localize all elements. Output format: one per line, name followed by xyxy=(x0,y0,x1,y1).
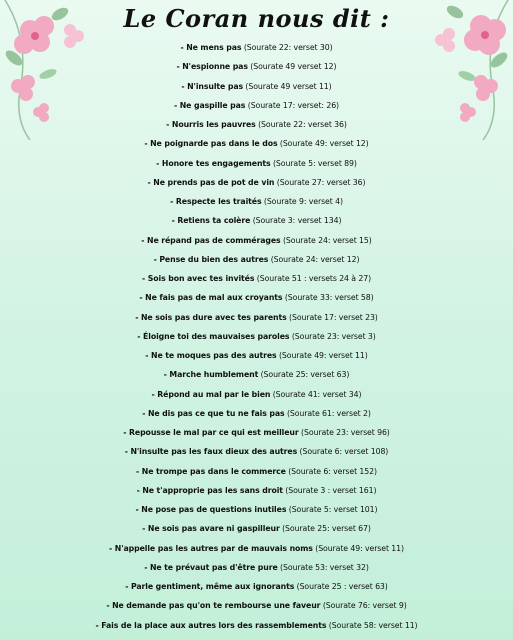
item-text: - Honore tes engagements xyxy=(156,158,271,168)
item-reference: (Sourate 17: verset: 26) xyxy=(247,100,339,110)
item-text: - Nourris les pauvres xyxy=(166,120,256,129)
item-reference: (Sourate 25: verset 63) xyxy=(260,370,350,380)
item-reference: (Sourate 41: verset 34) xyxy=(272,389,362,399)
item-reference: (Sourate 49 verset 12) xyxy=(250,62,337,72)
item-reference: (Sourate 58: verset 11) xyxy=(328,620,418,630)
list-item xyxy=(0,442,513,461)
item-text: - Pense du bien des autres xyxy=(153,254,269,264)
item-text: - Répond au mal par le bien xyxy=(151,389,271,399)
list-item xyxy=(0,404,513,423)
item-reference: (Sourate 3: verset 134) xyxy=(252,216,342,226)
list-item xyxy=(0,38,513,57)
commandments-list xyxy=(0,38,513,635)
item-text: - Ne dis pas ce que tu ne fais pas xyxy=(142,408,285,418)
list-item xyxy=(0,211,513,230)
list-item xyxy=(0,308,513,327)
list-item xyxy=(0,596,513,615)
item-text: - N'appelle pas les autres par de mauvais noms xyxy=(109,543,313,553)
item-reference: (Sourate 25 : verset 63) xyxy=(296,582,388,591)
page-title: Le Coran nous dit : xyxy=(123,4,390,33)
item-text: - Ne mens pas xyxy=(180,43,242,52)
item-reference: (Sourate 3 : verset 161) xyxy=(285,485,377,495)
item-reference: (Sourate 22: verset 36) xyxy=(258,120,347,129)
list-item xyxy=(0,327,513,346)
item-text: - Ne demande pas qu'on te rembourse une faveur xyxy=(106,601,321,611)
item-text: - Éloigne toi des mauvaises paroles xyxy=(137,331,290,341)
item-text: - N'insulte pas xyxy=(181,81,244,91)
list-item xyxy=(0,519,513,538)
item-reference: (Sourate 5: verset 89) xyxy=(272,158,357,168)
list-item xyxy=(0,365,513,384)
item-text: - Ne répand pas de commérages xyxy=(141,235,281,245)
list-item xyxy=(0,346,513,365)
item-reference: (Sourate 76: verset 9) xyxy=(322,601,407,611)
item-text: - N'espionne pas xyxy=(176,62,248,72)
item-reference: (Sourate 49: verset 11) xyxy=(315,543,404,553)
item-text: - Ne t'approprie pas les sans droit xyxy=(136,485,283,495)
list-item xyxy=(0,134,513,153)
item-reference: (Sourate 49: verset 11) xyxy=(278,351,368,360)
list-item xyxy=(0,500,513,519)
item-text: - Ne prends pas de pot de vin xyxy=(147,177,275,187)
list-item xyxy=(0,77,513,96)
item-reference: (Sourate 24: verset 12) xyxy=(270,254,360,264)
list-item xyxy=(0,577,513,596)
item-reference: (Sourate 49: verset 12) xyxy=(279,139,369,149)
list-item xyxy=(0,57,513,76)
item-text: - Ne te moques pas des autres xyxy=(145,351,277,360)
item-reference: (Sourate 9: verset 4) xyxy=(263,197,343,206)
item-text: - Fais de la place aux autres lors des rassemblements xyxy=(95,620,327,630)
item-reference: (Sourate 27: verset 36) xyxy=(276,177,366,187)
item-text: - Ne sois pas avare ni gaspilleur xyxy=(142,524,280,534)
item-reference: (Sourate 33: verset 58) xyxy=(284,293,374,303)
item-text: - Retiens ta colère xyxy=(171,216,251,226)
item-text: - Ne poignarde pas dans le dos xyxy=(144,139,278,149)
item-text: - N'insulte pas les faux dieux des autres xyxy=(124,447,298,457)
item-reference: (Sourate 53: verset 32) xyxy=(280,562,369,572)
item-text: - Sois bon avec tes invités xyxy=(141,274,255,283)
list-item xyxy=(0,192,513,211)
list-item xyxy=(0,462,513,481)
list-item xyxy=(0,481,513,500)
list-item xyxy=(0,154,513,173)
list-item xyxy=(0,96,513,115)
list-item xyxy=(0,269,513,288)
list-item xyxy=(0,250,513,269)
item-reference: (Sourate 23: verset 96) xyxy=(301,428,390,437)
item-text: - Parle gentiment, même aux ignorants xyxy=(125,582,295,591)
list-item xyxy=(0,288,513,307)
list-item xyxy=(0,231,513,250)
item-reference: (Sourate 24: verset 15) xyxy=(282,235,372,245)
item-text: - Respecte les traités xyxy=(170,197,262,206)
item-text: - Ne te prévaut pas d'être pure xyxy=(144,562,278,572)
item-reference: (Sourate 6: verset 108) xyxy=(299,447,389,457)
item-text: - Ne fais pas de mal aux croyants xyxy=(139,293,283,303)
item-text: - Marche humblement xyxy=(163,370,259,380)
list-item xyxy=(0,539,513,558)
list-item xyxy=(0,173,513,192)
item-reference: (Sourate 22: verset 30) xyxy=(243,43,333,52)
list-item xyxy=(0,616,513,635)
item-reference: (Sourate 17: verset 23) xyxy=(289,312,378,322)
list-item xyxy=(0,558,513,577)
list-item xyxy=(0,115,513,134)
item-reference: (Sourate 49 verset 11) xyxy=(245,81,332,91)
item-reference: (Sourate 51 : versets 24 à 27) xyxy=(256,274,372,283)
list-item xyxy=(0,423,513,442)
item-text: - Ne trompe pas dans le commerce xyxy=(136,466,286,476)
list-item xyxy=(0,385,513,404)
item-text: - Ne pose pas de questions inutiles xyxy=(135,505,287,514)
item-reference: (Sourate 23: verset 3) xyxy=(291,331,376,341)
item-reference: (Sourate 25: verset 67) xyxy=(282,524,371,534)
item-reference: (Sourate 6: verset 152) xyxy=(288,466,377,476)
item-text: - Ne sois pas dure avec tes parents xyxy=(135,312,287,322)
item-text: - Ne gaspille pas xyxy=(174,100,246,110)
item-text: - Repousse le mal par ce qui est meilleur xyxy=(123,428,299,437)
item-reference: (Sourate 61: verset 2) xyxy=(286,408,371,418)
item-reference: (Sourate 5: verset 101) xyxy=(288,505,378,514)
